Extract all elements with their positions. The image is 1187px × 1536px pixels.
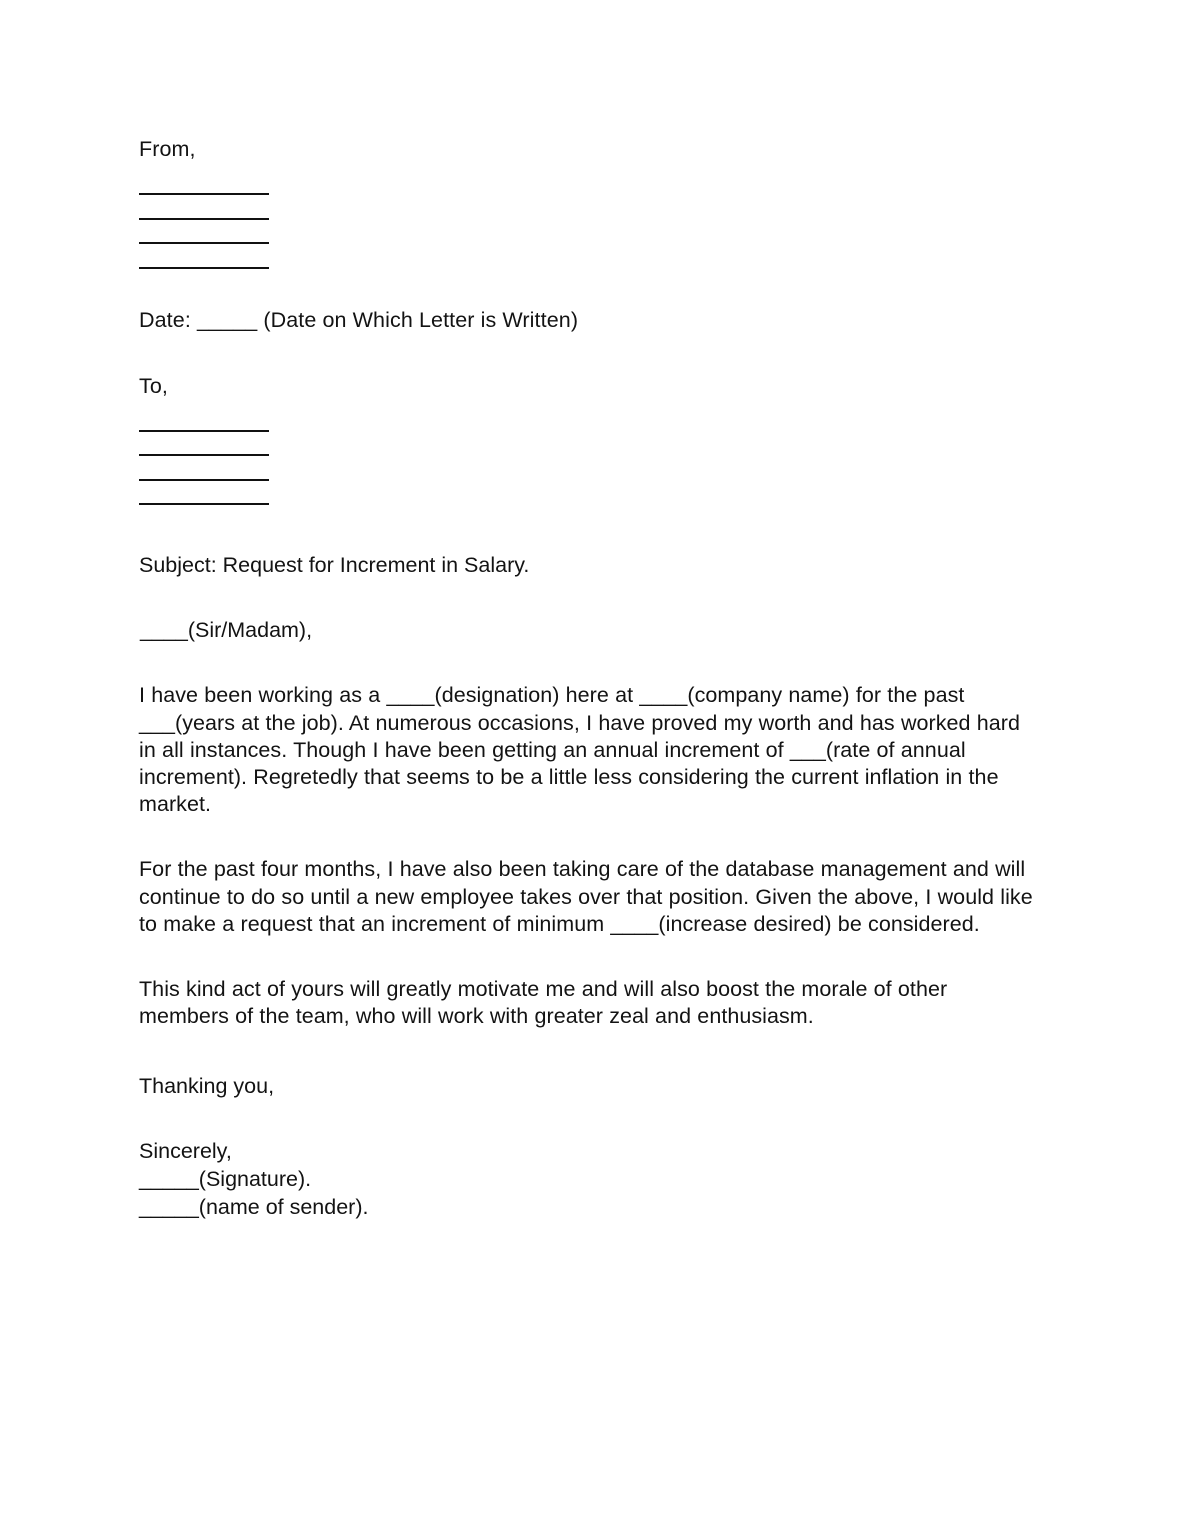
from-address-blanks — [139, 193, 1039, 269]
date-line: Date: _____ (Date on Which Letter is Written) — [139, 307, 579, 332]
signature-blank-line: _____(Signature). — [139, 1166, 312, 1191]
subject-line: Subject: Request for Increment in Salary. — [139, 553, 530, 577]
spacer-before-thanks — [139, 1030, 1039, 1073]
spacer-before-paragraph-1 — [139, 644, 1039, 682]
body-paragraph-1: I have been working as a ____(designation) here at ____(company name) for the past ___(years at the job). At numerous occasions, I have proved my worth and has worked hard in all instances. Though I have been getting an annual increment of ___(rate of annual increment). Regretedly that seems to be a little less considering the current inflation in the market. — [139, 683, 1021, 817]
spacer-before-paragraph-2 — [139, 818, 1039, 856]
body-paragraph-3: This kind act of yours will greatly motivate me and will also boost the morale of other members of the team, who will work with greater zeal and enthusiasm. — [139, 977, 948, 1029]
to-blank-line-3 — [139, 479, 269, 481]
from-label: From, — [139, 137, 196, 161]
to-label: To, — [139, 373, 168, 398]
salutation-line: ____(Sir/Madam), — [140, 618, 313, 643]
to-blank-line-1 — [139, 430, 269, 432]
sender-name-blank-line: _____(name of sender). — [139, 1194, 369, 1219]
letter-body — [139, 134, 1039, 1221]
spacer-before-date — [139, 269, 1039, 305]
signoff-line: Sincerely, — [139, 1138, 232, 1163]
from-blank-line-3 — [139, 242, 269, 244]
spacer-before-subject — [139, 505, 1039, 552]
spacer-before-to — [139, 335, 1039, 371]
body-paragraph-2: For the past four months, I have also been taking care of the database management and will continue to do so until a new employee takes over that position. Given the above, I would like to make a request that an increment of minimum ____(increase desired) be considered. — [139, 857, 1033, 936]
to-address-blanks — [139, 430, 1039, 506]
spacer-before-paragraph-3 — [139, 938, 1039, 976]
from-blank-line-2 — [139, 218, 269, 220]
to-blank-line-2 — [139, 454, 269, 456]
spacer-before-salutation — [139, 579, 1039, 617]
thanking-line: Thanking you, — [139, 1074, 275, 1099]
from-blank-line-1 — [139, 193, 269, 195]
spacer-before-signoff — [139, 1101, 1039, 1137]
